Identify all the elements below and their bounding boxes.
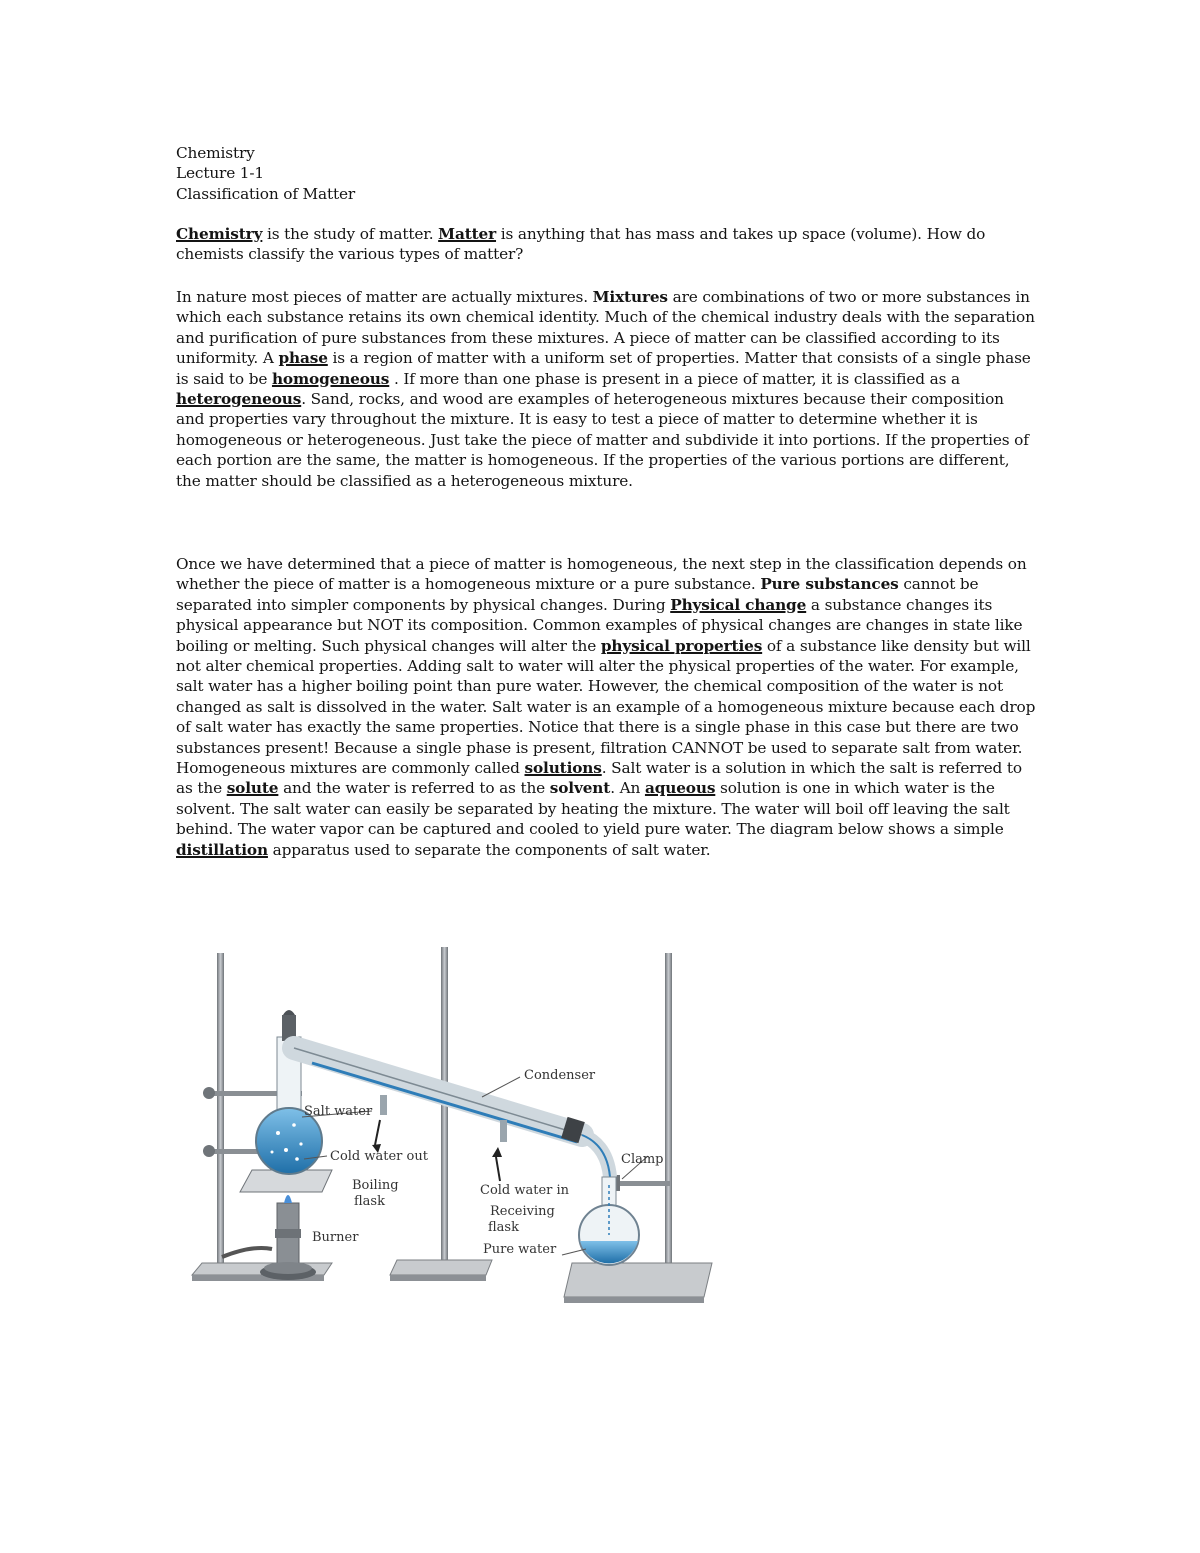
term-aqueous: aqueous bbox=[644, 779, 716, 798]
text-run: . Salt water is a solution in which the salt is referred to as the bbox=[176, 759, 1022, 798]
arrow-cold-water-out bbox=[375, 1120, 380, 1145]
text-run: is anything that has mass and takes up space (volume). How do chemists classify the various types of matter? bbox=[176, 225, 986, 264]
text-run: . An bbox=[610, 779, 645, 798]
term-heterogeneous: heterogeneous bbox=[176, 390, 302, 409]
text-run: and the water is referred to as the bbox=[278, 779, 550, 798]
text-run: a substance changes its physical appearance but NOT its composition. Common examples of physical changes are changes in state like boiling or melting. Such physical changes will alter the bbox=[176, 595, 1023, 655]
subject-line: Chemistry bbox=[176, 144, 255, 162]
label-receiving-flask: flask bbox=[488, 1220, 519, 1235]
text-run: is the study of matter. bbox=[262, 225, 439, 243]
term-chemistry: Chemistry bbox=[176, 225, 263, 243]
label-cold-water-in: Cold water in bbox=[480, 1183, 570, 1198]
label-boiling-flask: flask bbox=[354, 1194, 385, 1209]
arrow-cold-water-in bbox=[496, 1157, 500, 1181]
distillation-svg bbox=[182, 945, 722, 1310]
term-solute: solute bbox=[226, 779, 279, 798]
label-receiving: Receiving bbox=[490, 1204, 555, 1219]
clamp-knob-upper bbox=[203, 1087, 215, 1099]
label-pure-water: Pure water bbox=[483, 1242, 557, 1257]
label-boiling: Boiling bbox=[352, 1178, 399, 1193]
label-burner: Burner bbox=[312, 1230, 359, 1245]
label-salt-water: Salt water bbox=[304, 1104, 373, 1119]
document-header bbox=[176, 143, 1036, 204]
term-homogeneous: homogeneous bbox=[271, 369, 390, 388]
distillation-diagram bbox=[182, 945, 722, 1310]
term-pure-substances: Pure substances bbox=[760, 575, 899, 594]
text-run: of a substance like density but will not alter chemical properties. Adding salt to water will alter the physical properties of the water. For example, salt water has a higher boiling point than pure water. However, the chemical composition of the water is not changed as salt is dissolved in the water. Salt water is an example of a homogeneous mixture because each drop of salt water has exactly the same properties. Notice that there is a single phase in this case but there are two substances present! Because a single phase is present, filtration CANNOT be used to separate salt from water. Homogeneous mixtures are commonly called bbox=[176, 636, 1036, 778]
text-run: apparatus used to separate the components of salt water. bbox=[267, 840, 711, 859]
text-run: In nature most pieces of matter are actually mixtures. bbox=[176, 288, 593, 306]
paragraph-definition bbox=[176, 224, 1036, 265]
term-matter: Matter bbox=[438, 225, 497, 243]
term-distillation: distillation bbox=[176, 840, 268, 859]
clamp-arm-right bbox=[614, 1181, 670, 1186]
term-mixtures: Mixtures bbox=[592, 288, 668, 306]
text-run: . If more than one phase is present in a piece of matter, it is classified as a bbox=[389, 369, 960, 388]
topic-line: Classification of Matter bbox=[176, 184, 356, 203]
label-condenser: Condenser bbox=[524, 1068, 596, 1083]
receiving-flask bbox=[579, 1177, 639, 1265]
arrow-head-in bbox=[492, 1147, 502, 1157]
paragraph-pure-substances bbox=[176, 554, 1036, 860]
text-run: Once we have determined that a piece of matter is homogeneous, the next step in the classification depends on whether the piece of matter is a homogeneous mixture or a pure substance. bbox=[176, 555, 1027, 594]
paragraph-mixtures bbox=[176, 287, 1036, 491]
lecture-line: Lecture 1-1 bbox=[176, 164, 264, 183]
label-clamp: Clamp bbox=[621, 1152, 664, 1167]
text-run: cannot be separated into simpler components by physical changes. During bbox=[176, 575, 979, 614]
term-physical-properties: physical properties bbox=[600, 636, 763, 655]
term-phase: phase bbox=[278, 349, 328, 368]
term-solutions: solutions bbox=[524, 759, 602, 778]
term-solvent: solvent bbox=[549, 779, 611, 798]
label-cold-water-out: Cold water out bbox=[330, 1149, 428, 1164]
text-run: . Sand, rocks, and wood are examples of heterogeneous mixtures because their composition and properties vary throughout the mixture. It is easy to test a piece of matter to determine whether it is homogeneous or heterogeneous. Just take the piece of matter and subdivide it into portions. If the properties of each portion are the same, the matter is homogeneous. If the properties of the various portions are different, the matter should be classified as a heterogeneous mixture. bbox=[176, 390, 1029, 490]
clamp-knob-lower bbox=[203, 1145, 215, 1157]
text-run: is a region of matter with a uniform set of properties. Matter that consists of a single phase is said to be bbox=[176, 349, 1031, 388]
term-physical-change: Physical change bbox=[670, 595, 807, 614]
text-run: are combinations of two or more substances in which each substance retains its own chemical identity. Much of the chemical industry deals with the separation and purification of pure substances from these mixtures. A piece of matter can be classified according to its uniformity. A bbox=[176, 288, 1035, 368]
text-run: solution is one in which water is the solvent. The salt water can easily be separated by heating the mixture. The water will boil off leaving the salt behind. The water vapor can be captured and cooled to yield pure water. The diagram below shows a simple bbox=[176, 779, 1010, 839]
